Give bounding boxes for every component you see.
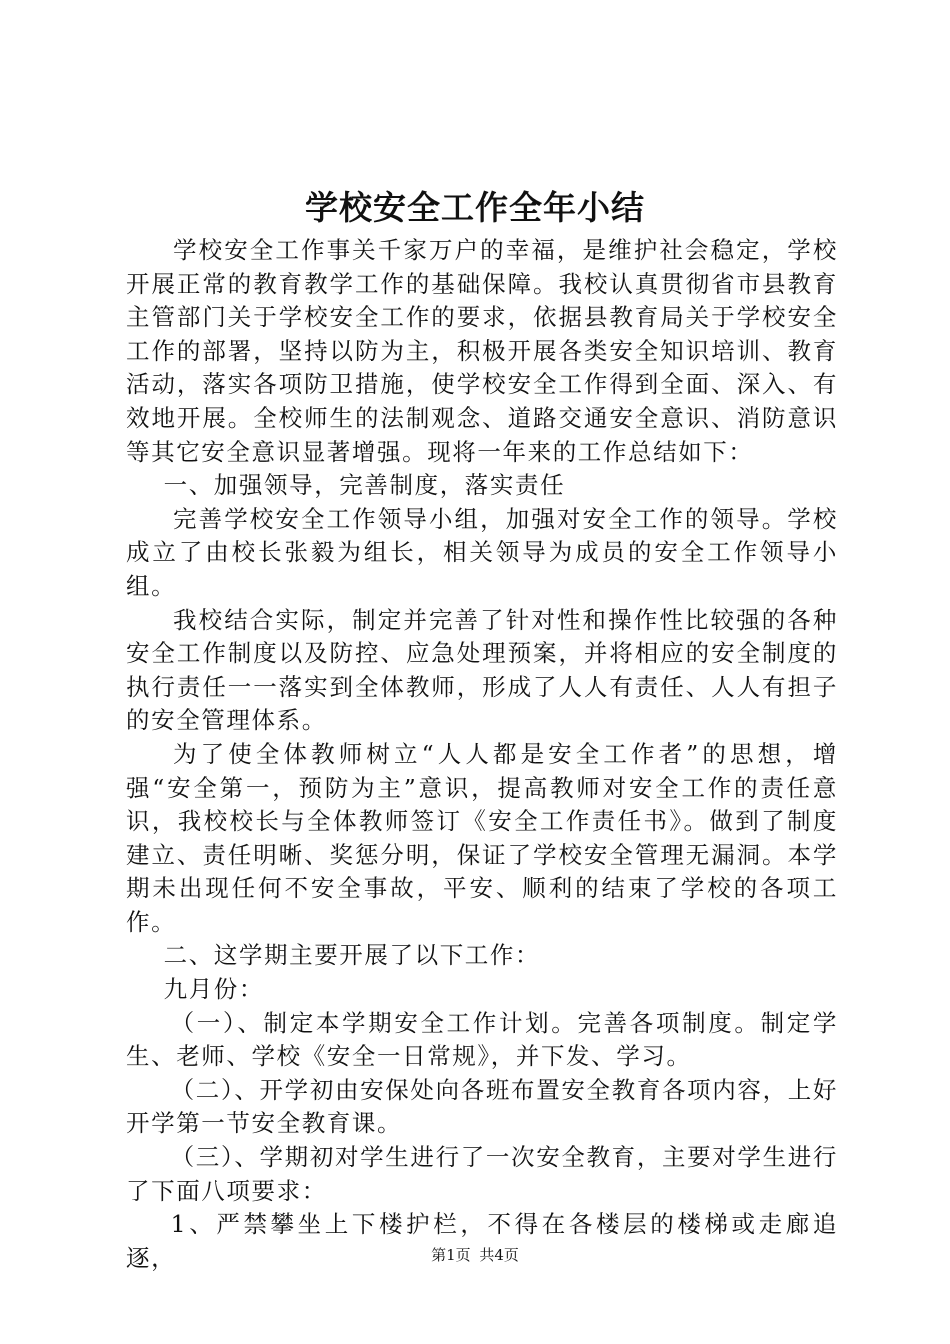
- list-item-1: （一）、制定本学期安全工作计划。完善各项制度。制定学生、老师、学校《安全一日常规》，并下发、学习。: [126, 1008, 838, 1071]
- paragraph-leadership: 完善学校安全工作领导小组，加强对安全工作的领导。学校成立了由校长张毅为组长，相关领导为成员的安全工作领导小组。: [126, 504, 838, 600]
- paragraph-intro: 学校安全工作事关千家万户的幸福，是维护社会稳定，学校开展正常的教育教学工作的基础保障。我校认真贯彻省市县教育主管部门关于学校安全工作的要求，依据县教育局关于学校安全工作的部署，坚持以防为主，积极开展各类安全知识培训、教育活动，落实各项防卫措施，使学校安全工作得到全面、深入、有效地开展。全校师生的法制观念、道路交通安全意识、消防意识等其它安全意识显著增强。现将一年来的工作总结如下：: [126, 236, 838, 466]
- page-total: 共4页: [479, 1246, 519, 1264]
- page-footer: [0, 1245, 950, 1265]
- document-title: 学校安全工作全年小结: [305, 188, 645, 227]
- numbered-item-1: 1、严禁攀坐上下楼护栏，不得在各楼层的楼梯或走廊追逐，: [126, 1210, 838, 1272]
- paragraph-rules: 我校结合实际，制定并完善了针对性和操作性比较强的各种安全工作制度以及防控、应急处理预案，并将相应的安全制度的执行责任一一落实到全体教师，形成了人人有责任、人人有担子的安全管理体系。: [126, 605, 838, 735]
- document-body: [126, 234, 838, 1275]
- paragraph-responsibility: 为了使全体教师树立“人人都是安全工作者”的思想，增强“安全第一，预防为主”意识，提高教师对安全工作的责任意识，我校校长与全体教师签订《安全工作责任书》。做到了制度建立、责任明晰、奖惩分明，保证了学校安全管理无漏洞。本学期未出现任何不安全事故，平安、顺利的结束了学校的各项工作。: [126, 739, 838, 936]
- month-heading-september: 九月份：: [163, 975, 264, 1004]
- page-number: 第1页: [431, 1246, 471, 1264]
- section-heading-1: 一、加强领导，完善制度，落实责任: [163, 471, 566, 500]
- section-heading-2: 二、这学期主要开展了以下工作：: [163, 941, 541, 970]
- list-item-3: （三）、学期初对学生进行了一次安全教育，主要对学生进行了下面八项要求：: [126, 1143, 838, 1205]
- list-item-2: （二）、开学初由安保处向各班布置安全教育各项内容，上好开学第一节安全教育课。: [126, 1075, 838, 1138]
